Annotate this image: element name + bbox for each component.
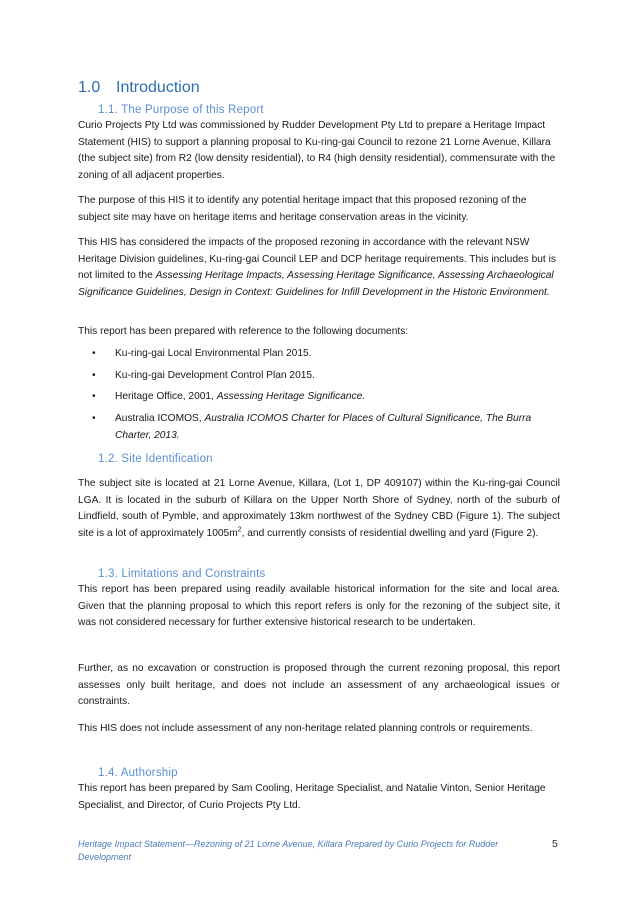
paragraph: This report has been prepared by Sam Cooling, Heritage Specialist, and Natalie Vinton, Senior Heritage Specialist, and Director, of Curio Projects Pty Ltd.	[78, 783, 546, 811]
list-item: • Ku-ring-gai Local Environmental Plan 2015.	[78, 346, 560, 363]
list-item: • Heritage Office, 2001, Assessing Heritage Significance.	[78, 389, 560, 406]
paragraph: This report has been prepared using readily available historical information for the site and local area. Given that the planning proposal to which this report refers is only for the rezoning of the subject site, it was not considered necessary for further extensive historical research to be undertaken.	[78, 584, 560, 629]
paragraph-block	[78, 324, 560, 341]
paragraph: This HIS has considered the impacts of the proposed rezoning in accordance with the relevant NSW Heritage Division guidelines, Ku-ring-gai Council LEP and DCP heritage requirements. This includes but is not limited to the Assessing Heritage Impacts, Assessing Heritage Significance, Assessing Archaeological Significance Guidelines, Design in Context: Guidelines for Infill Development in the Historic Environment.	[78, 237, 556, 299]
paragraph: The subject site is located at 21 Lorne Avenue, Killara, (Lot 1, DP 409107) within the Ku-ring-gai Council LGA. It is located in the suburb of Killara on the Upper North Shore of Sydney, north of the suburb of Lindfield, south of Pymble, and approximately 13km northwest of the Sydney CBD (Figure 1). The subject site is a lot of approximately $1005m^2$, and currently consists of residential dwelling and yard (Figure 2).	[78, 478, 560, 540]
page-footer: Heritage Impact Statement—Rezoning of 21 Lorne Avenue, Killara Prepared by Curio Projects for Rudder Development	[78, 839, 499, 862]
paragraph: This HIS does not include assessment of any non-heritage related planning controls or requirements.	[78, 723, 533, 734]
section-heading: 1.0 Introduction	[78, 79, 200, 96]
section-site-identification	[78, 451, 560, 543]
paragraph-block	[78, 193, 560, 226]
section-purpose	[78, 102, 560, 185]
paragraph: The purpose of this HIS it to identify any potential heritage impact that this proposed rezoning of the subject site may have on heritage items and heritage conservation areas in the vicinity.	[78, 195, 527, 223]
section-limitations	[78, 566, 560, 632]
section-authorship	[78, 765, 560, 814]
page-number: 5	[552, 838, 558, 850]
subheading-limitations: 1.3. Limitations and Constraints	[98, 568, 266, 580]
paragraph: Further, as no excavation or construction is proposed through the current rezoning proposal, this report assesses only built heritage, and does not include an assessment of any archaeological issues or constraints.	[78, 663, 560, 708]
paragraph-block	[78, 721, 560, 738]
paragraph: This report has been prepared with reference to the following documents:	[78, 326, 409, 337]
subheading-site-identification: 1.2. Site Identification	[98, 453, 213, 465]
paragraph-block	[78, 235, 560, 302]
subheading-authorship: 1.4. Authorship	[98, 767, 178, 779]
list-item: • Australia ICOMOS, Australia ICOMOS Charter for Places of Cultural Significance, The Burra Charter, 2013.	[78, 411, 560, 444]
reference-list	[78, 346, 560, 445]
subheading-purpose: 1.1. The Purpose of this Report	[98, 104, 264, 116]
paragraph: Curio Projects Pty Ltd was commissioned by Rudder Development Pty Ltd to prepare a Heritage Impact Statement (HIS) to support a planning proposal to Ku-ring-gai Council to rezone 21 Lorne Avenue, Killara (the subject site) from R2 (low density residential), to R4 (high density residential), commensurate with the zoning of all adjacent properties.	[78, 120, 556, 182]
list-item: • Ku-ring-gai Development Control Plan 2015.	[78, 368, 560, 385]
paragraph-block	[78, 661, 560, 711]
